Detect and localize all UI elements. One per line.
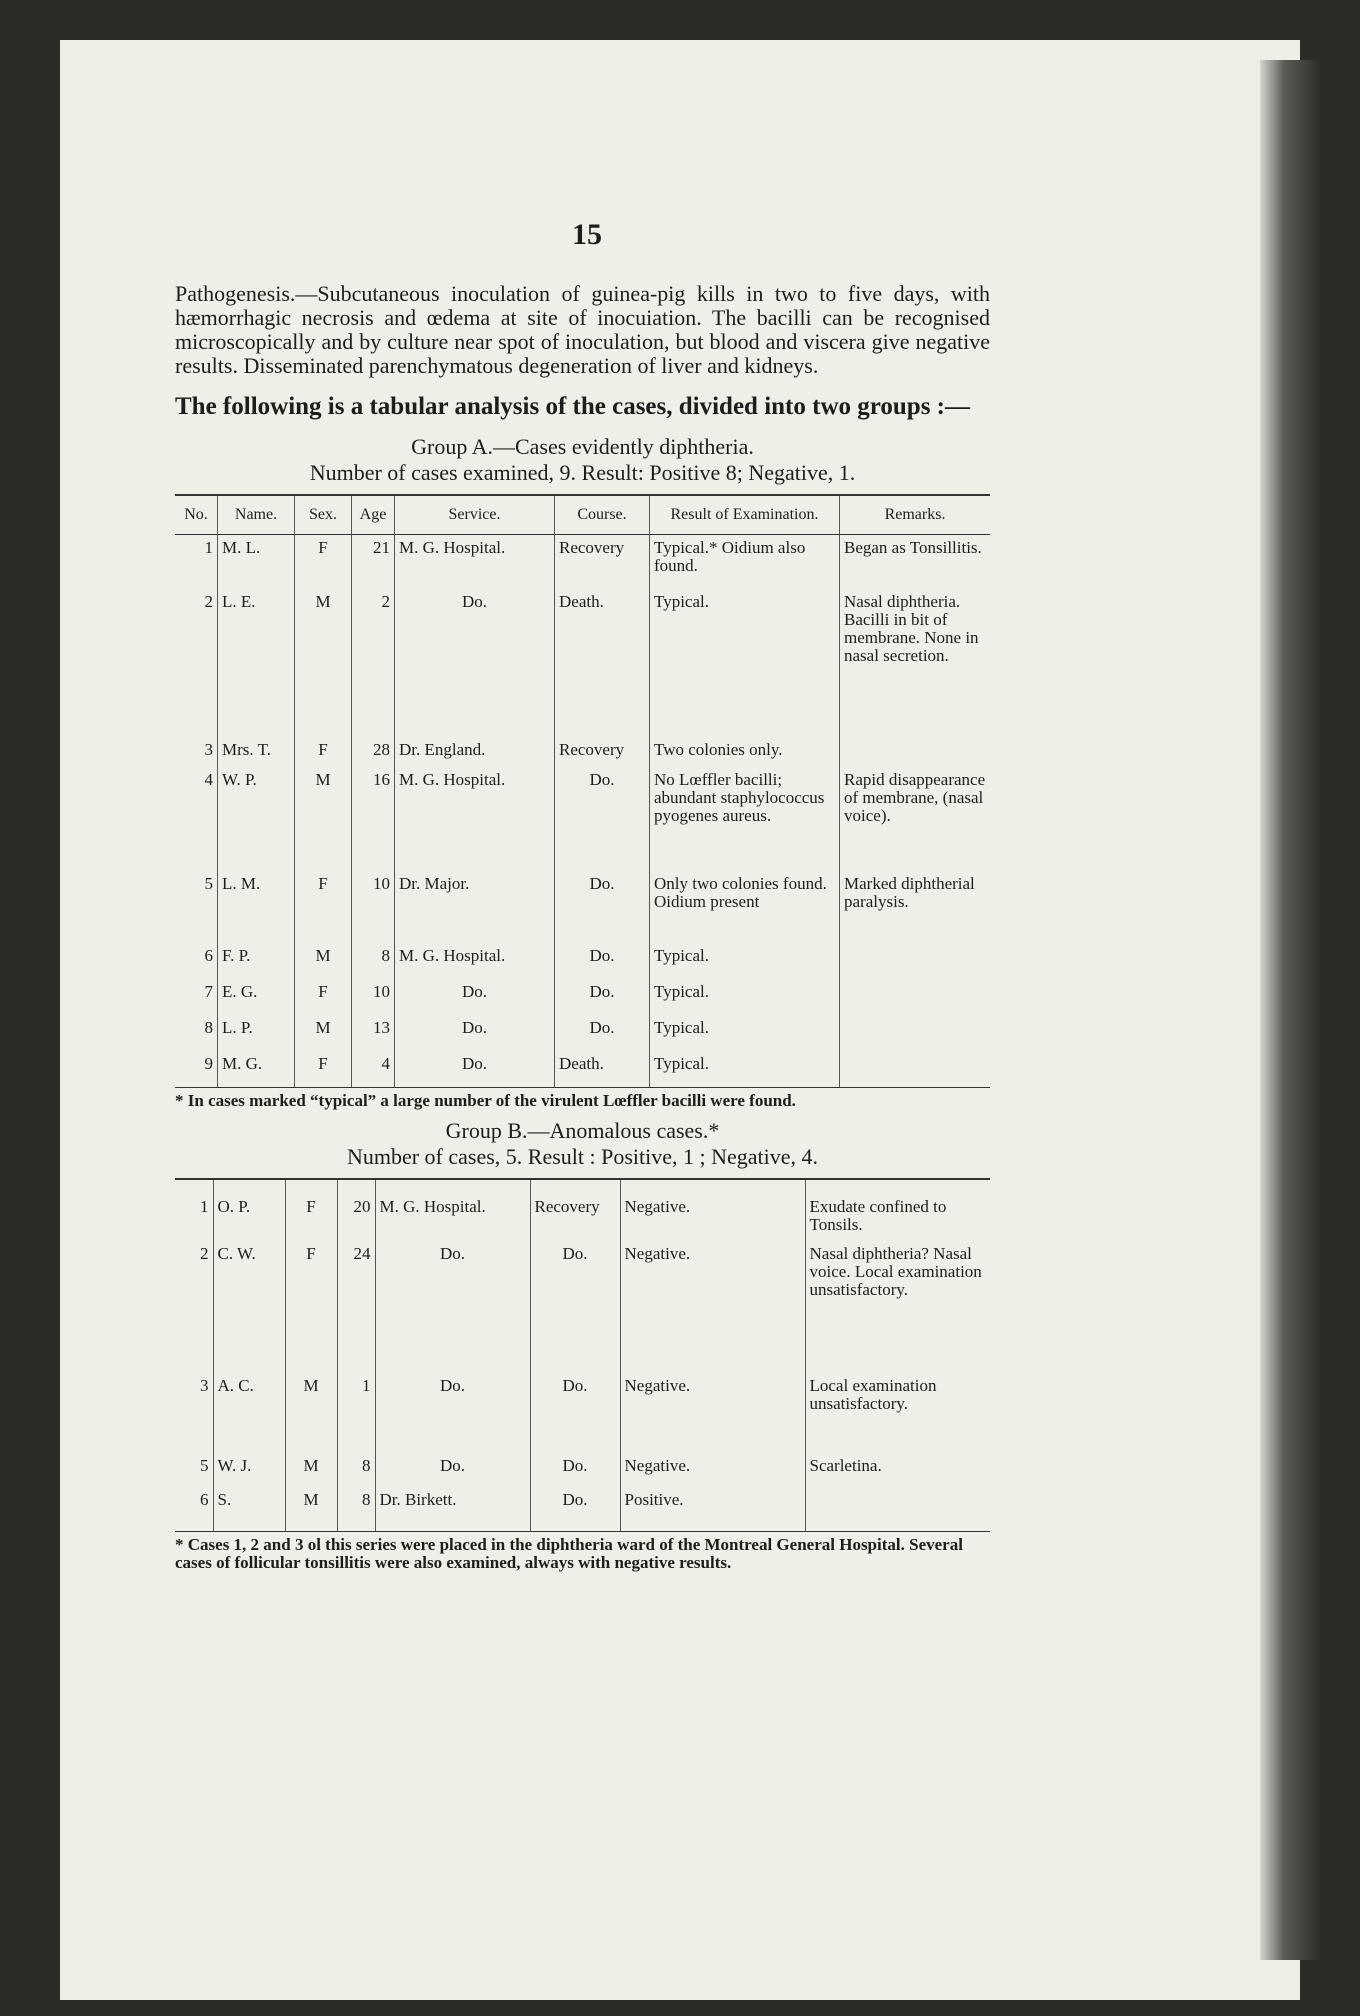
- header-name: Name.: [218, 495, 295, 535]
- cell-result: Positive.: [620, 1487, 805, 1531]
- cell-course: Do.: [555, 943, 650, 979]
- header-service: Service.: [395, 495, 555, 535]
- table-row: [175, 1241, 990, 1373]
- cell-result: Negative.: [620, 1373, 805, 1453]
- cell-name: L. P.: [218, 1015, 295, 1051]
- cell-service: Do.: [395, 979, 555, 1015]
- cell-no: 6: [175, 943, 218, 979]
- cell-age: 10: [352, 871, 395, 943]
- cell-result: Only two colonies found. Oidium present: [650, 871, 840, 943]
- group-a-title: Group A.—Cases evidently diphtheria.: [411, 434, 754, 459]
- group-b-summary: Number of cases, 5. Result : Positive, 1 ; Negative, 4.: [346, 1143, 819, 1169]
- table-row: [175, 979, 990, 1015]
- cell-sex: M: [285, 1487, 337, 1531]
- table-row: [175, 1015, 990, 1051]
- cell-sex: M: [285, 1373, 337, 1453]
- cell-name: O. P.: [213, 1179, 285, 1241]
- cell-result: Negative.: [620, 1453, 805, 1487]
- cell-service: Dr. Major.: [395, 871, 555, 943]
- footnote-b: * Cases 1, 2 and 3 ol this series were placed in the diphtheria ward of the Montreal General Hospital. Several cases of follicular tonsillitis were also examined, always with negative results.: [175, 1534, 963, 1572]
- text-column: [175, 282, 990, 1572]
- cell-sex: M: [285, 1453, 337, 1487]
- cell-age: 1: [337, 1373, 375, 1453]
- header-no: No.: [175, 495, 218, 535]
- cell-sex: F: [295, 535, 352, 589]
- cell-age: 16: [352, 767, 395, 871]
- pathogenesis-paragraph: Pathogenesis.—Subcutaneous inoculation of guinea-pig kills in two to five days, with hæmorrhagic necrosis and œdema at site of inocuiation. The bacilli can be recognised microscopically and by culture near spot of inoculation, but blood and viscera give negative results. Disseminated parenchymatous degeneration of liver and kidneys.: [175, 281, 990, 378]
- cell-age: 8: [337, 1487, 375, 1531]
- cell-remarks: [840, 979, 991, 1015]
- cell-no: 3: [175, 737, 218, 767]
- group-a-summary: Number of cases examined, 9. Result: Positive 8; Negative, 1.: [309, 460, 856, 485]
- cell-service: Dr. England.: [395, 737, 555, 767]
- cell-no: 3: [175, 1373, 213, 1453]
- cell-remarks: Marked diphtherial paralysis.: [844, 873, 975, 911]
- header-sex: Sex.: [295, 495, 352, 535]
- cell-age: 20: [337, 1179, 375, 1241]
- cell-name: M. L.: [218, 535, 295, 589]
- cell-result: Typical.: [650, 979, 840, 1015]
- cell-age: 21: [352, 535, 395, 589]
- table-row: [175, 943, 990, 979]
- cell-service: Dr. Birkett.: [375, 1487, 530, 1531]
- footnote-a: * In cases marked “typical” a large number of the virulent Lœffler bacilli were found.: [175, 1090, 796, 1110]
- cell-no: 2: [175, 589, 218, 737]
- cell-course: Death.: [555, 1051, 650, 1087]
- header-remarks: Remarks.: [840, 495, 991, 535]
- cell-no: 2: [175, 1241, 213, 1373]
- table-row: [175, 871, 990, 943]
- cell-age: 10: [352, 979, 395, 1015]
- cell-result: Typical.: [650, 1051, 840, 1087]
- cell-name: F. P.: [218, 943, 295, 979]
- cell-course: Do.: [555, 979, 650, 1015]
- header-age: Age: [352, 495, 395, 535]
- table-row: [175, 737, 990, 767]
- cell-course: Recovery: [530, 1179, 620, 1241]
- cell-course: Do.: [530, 1241, 620, 1373]
- cell-remarks: Local examination unsatisfactory.: [809, 1375, 937, 1413]
- table-row: [175, 535, 990, 589]
- cell-service: M. G. Hospital.: [395, 535, 555, 589]
- cell-course: Do.: [530, 1487, 620, 1531]
- cell-result: Negative.: [620, 1241, 805, 1373]
- cell-name: S.: [213, 1487, 285, 1531]
- cell-name: W. P.: [218, 767, 295, 871]
- cell-remarks: [840, 1051, 991, 1087]
- cell-course: Do.: [530, 1373, 620, 1453]
- group-b-title: Group B.—Anomalous cases.*: [445, 1117, 720, 1143]
- cell-name: L. E.: [218, 589, 295, 737]
- table-row: [175, 1453, 990, 1487]
- cell-age: 28: [352, 737, 395, 767]
- cell-no: 6: [175, 1487, 213, 1531]
- header-course: Course.: [555, 495, 650, 535]
- cell-sex: M: [295, 1015, 352, 1051]
- cell-course: Do.: [530, 1453, 620, 1487]
- cell-result: Typical.: [650, 589, 840, 737]
- cell-course: Recovery: [555, 737, 650, 767]
- lead-paragraph: The following is a tabular analysis of the cases, divided into two groups :—: [175, 393, 971, 420]
- cell-service: Do.: [375, 1373, 530, 1453]
- cell-sex: M: [295, 767, 352, 871]
- cell-remarks: [840, 737, 991, 767]
- cell-service: M. G. Hospital.: [395, 767, 555, 871]
- cell-age: 8: [337, 1453, 375, 1487]
- cell-remarks: Nasal diphtheria. Bacilli in bit of membrane. None in nasal secretion.: [844, 591, 979, 665]
- cell-result: Two colonies only.: [650, 737, 840, 767]
- cell-age: 24: [337, 1241, 375, 1373]
- table-row: [175, 1051, 990, 1087]
- cell-no: 7: [175, 979, 218, 1015]
- table-rule: [175, 1087, 990, 1088]
- group-a-body: [175, 535, 990, 1087]
- cell-name: Mrs. T.: [218, 737, 295, 767]
- cell-service: Do.: [395, 1015, 555, 1051]
- cell-service: Do.: [375, 1241, 530, 1373]
- cell-sex: F: [295, 979, 352, 1015]
- cell-no: 4: [175, 767, 218, 871]
- header-result: Result of Examination.: [650, 495, 840, 535]
- cell-result: Negative.: [620, 1179, 805, 1241]
- page-edge: [1260, 60, 1320, 1960]
- cell-remarks: Nasal diphtheria? Nasal voice. Local examination unsatisfactory.: [809, 1243, 982, 1299]
- cell-service: M. G. Hospital.: [395, 943, 555, 979]
- cell-no: 5: [175, 871, 218, 943]
- cell-name: L. M.: [218, 871, 295, 943]
- cell-no: 5: [175, 1453, 213, 1487]
- cell-name: E. G.: [218, 979, 295, 1015]
- cell-result: Typical.: [650, 1015, 840, 1051]
- table-row: [175, 1487, 990, 1531]
- cell-course: Recovery: [555, 535, 650, 589]
- cell-service: Do.: [375, 1453, 530, 1487]
- cell-sex: M: [295, 589, 352, 737]
- cell-service: Do.: [395, 589, 555, 737]
- cell-result: No Lœffler bacilli; abundant staphylococcus pyogenes aureus.: [650, 767, 840, 871]
- cell-remarks: [840, 1015, 991, 1051]
- table-rule: [175, 1531, 990, 1532]
- table-row: [175, 589, 990, 737]
- cell-remarks: Began as Tonsillitis.: [844, 538, 982, 557]
- cell-no: 1: [175, 535, 218, 589]
- cell-sex: F: [295, 737, 352, 767]
- cell-name: C. W.: [213, 1241, 285, 1373]
- cell-service: M. G. Hospital.: [375, 1179, 530, 1241]
- table-header-row: [175, 495, 990, 535]
- cell-remarks: [805, 1487, 990, 1531]
- cell-service: Do.: [395, 1051, 555, 1087]
- group-a-table: [175, 494, 990, 1087]
- cell-no: 1: [175, 1179, 213, 1241]
- cell-result: Typical.: [650, 943, 840, 979]
- cell-course: Do.: [555, 1015, 650, 1051]
- table-row: [175, 767, 990, 871]
- cell-sex: F: [295, 1051, 352, 1087]
- cell-remarks: Exudate confined to Tonsils.: [809, 1196, 947, 1234]
- cell-remarks: Rapid disappearance of membrane, (nasal voice).: [844, 769, 986, 825]
- cell-age: 13: [352, 1015, 395, 1051]
- cell-sex: F: [285, 1241, 337, 1373]
- cell-age: 2: [352, 589, 395, 737]
- group-b-body: [175, 1179, 990, 1531]
- group-b-table: [175, 1178, 990, 1531]
- page-number: 15: [572, 218, 602, 251]
- cell-remarks: Scarletina.: [809, 1455, 882, 1475]
- table-row: [175, 1179, 990, 1241]
- cell-course: Do.: [555, 871, 650, 943]
- cell-name: A. C.: [213, 1373, 285, 1453]
- table-row: [175, 1373, 990, 1453]
- cell-no: 9: [175, 1051, 218, 1087]
- cell-result: Typical.* Oidium also found.: [650, 535, 840, 589]
- cell-age: 4: [352, 1051, 395, 1087]
- cell-course: Death.: [555, 589, 650, 737]
- cell-sex: M: [295, 943, 352, 979]
- cell-no: 8: [175, 1015, 218, 1051]
- cell-name: M. G.: [218, 1051, 295, 1087]
- cell-remarks: [840, 943, 991, 979]
- cell-name: W. J.: [213, 1453, 285, 1487]
- cell-age: 8: [352, 943, 395, 979]
- cell-sex: F: [285, 1179, 337, 1241]
- cell-sex: F: [295, 871, 352, 943]
- cell-course: Do.: [555, 767, 650, 871]
